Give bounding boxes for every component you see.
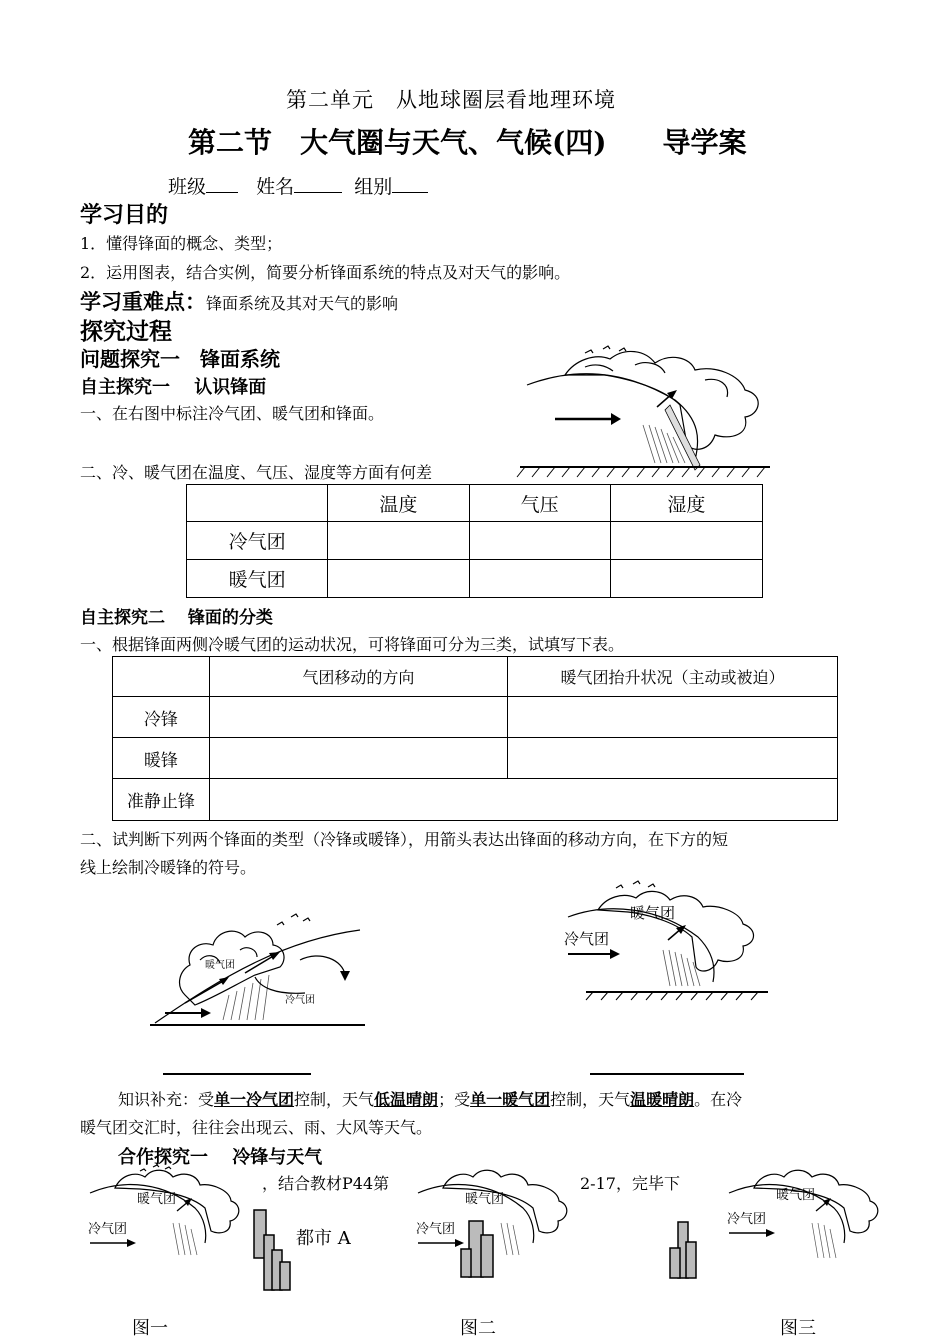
table-row-label: 冷气团 <box>187 522 328 560</box>
cold-mass-label: 冷气团 <box>285 995 315 1006</box>
self-study2-q1: 一、根据锋面两侧冷暖气团的运动状况，可将锋面可分为三类，试填写下表。 <box>80 635 625 654</box>
cold-front-diagram <box>558 882 773 1002</box>
student-info-row <box>168 172 428 199</box>
objectives-heading: 学习目的 <box>80 203 169 228</box>
figure-2-caption: 图二 <box>460 1318 496 1339</box>
self-study1-heading: 自主探究一 认识锋面 <box>80 377 267 398</box>
name-blank[interactable] <box>294 174 342 193</box>
warm-mass-label: 暖气团 <box>630 904 676 922</box>
group-blank[interactable] <box>392 174 428 193</box>
knowledge-prefix: 知识补充：受 <box>118 1090 215 1109</box>
answer-cell[interactable] <box>610 560 762 598</box>
name-label: 姓名 <box>256 176 295 198</box>
warm-mass-label: 暖气团 <box>205 960 235 971</box>
table-row-label: 暖气团 <box>187 560 328 598</box>
key-points-text: 锋面系统及其对天气的影响 <box>206 294 399 313</box>
self-study1-q2: 二、冷、暖气团在温度、气压、湿度等方面有何差 <box>80 463 433 482</box>
class-blank[interactable] <box>206 174 238 193</box>
knowledge-line1 <box>118 1087 742 1110</box>
class-label: 班级 <box>168 176 207 198</box>
answer-cell[interactable] <box>507 697 837 738</box>
table-row <box>113 697 838 738</box>
knowledge-text: 控制，天气 <box>294 1090 375 1109</box>
front-symbol-line-right[interactable] <box>590 1073 744 1075</box>
table-header: 湿度 <box>610 485 762 522</box>
warm-mass-label: 暖气团 <box>776 1188 816 1203</box>
page-title: 第二节 大气圈与天气、气候(四) 导学案 <box>188 126 747 159</box>
table-row-label: 冷锋 <box>113 697 210 738</box>
table-header: 气团移动的方向 <box>209 657 507 697</box>
cold-mass-label: 冷气团 <box>88 1222 128 1237</box>
figure-3-caption: 图三 <box>780 1318 816 1339</box>
self-study2-q2-line1: 二、试判断下列两个锋面的类型（冷锋或暖锋），用箭头表达出锋面的移动方向，在下方的短 <box>80 830 729 849</box>
warm-mass-label: 暖气团 <box>137 1192 177 1207</box>
objective-1: 1．懂得锋面的概念、类型； <box>80 234 283 253</box>
cold-mass-label: 冷气团 <box>416 1222 456 1237</box>
process-heading: 探究过程 <box>80 319 172 345</box>
table-cell <box>187 485 328 522</box>
figure-1-diagram <box>85 1163 245 1281</box>
air-mass-table <box>186 484 763 598</box>
warm-mass-label: 暖气团 <box>465 1192 505 1207</box>
answer-cell[interactable] <box>328 522 469 560</box>
unit-title: 第二单元 从地球圈层看地理环境 <box>286 88 616 112</box>
answer-cell[interactable] <box>209 779 837 821</box>
answer-cell[interactable] <box>328 560 469 598</box>
problem1-heading: 问题探究一 锋面系统 <box>80 347 280 371</box>
answer-cell[interactable] <box>209 738 507 779</box>
knowledge-warm-weather: 温暖晴朗 <box>630 1090 695 1109</box>
front-diagram-top <box>515 345 775 490</box>
answer-cell[interactable] <box>469 560 610 598</box>
knowledge-warm-mass: 单一暖气团 <box>470 1090 551 1109</box>
knowledge-text: ；受 <box>438 1090 471 1109</box>
figure-3-diagram <box>724 1163 884 1281</box>
coop-partial-a: ，结合教材P44第 <box>262 1174 390 1193</box>
warm-front-diagram <box>145 905 370 1035</box>
answer-cell[interactable] <box>610 522 762 560</box>
coop-heading: 合作探究一 冷锋与天气 <box>118 1147 323 1168</box>
figure-1-buildings <box>250 1210 295 1290</box>
group-label: 组别 <box>354 176 393 198</box>
figure-1-caption: 图一 <box>132 1318 168 1339</box>
table-row <box>113 779 838 821</box>
knowledge-line2: 暖气团交汇时，往往会出现云、雨、大风等天气。 <box>80 1118 433 1137</box>
answer-cell[interactable] <box>209 697 507 738</box>
table-row-label: 准静止锋 <box>113 779 210 821</box>
cold-mass-label: 冷气团 <box>564 930 610 948</box>
key-points <box>80 286 398 316</box>
figure-3-buildings <box>668 1222 700 1282</box>
table-row <box>187 522 763 560</box>
front-type-table <box>112 656 838 821</box>
figure-2-diagram <box>413 1163 573 1281</box>
city-a-label: 都市 A <box>296 1228 351 1249</box>
table-header: 气压 <box>469 485 610 522</box>
knowledge-cold-mass: 单一冷气团 <box>214 1090 295 1109</box>
front-symbol-line-left[interactable] <box>163 1073 311 1075</box>
table-cell <box>113 657 210 697</box>
table-row <box>187 560 763 598</box>
coop-partial-b: 2-17，完毕下 <box>580 1174 680 1193</box>
table-header: 暖气团抬升状况（主动或被迫） <box>507 657 837 697</box>
self-study2-q2-line2: 线上绘制冷暖锋的符号。 <box>80 858 257 877</box>
knowledge-cold-weather: 低温晴朗 <box>374 1090 439 1109</box>
objective-2: 2．运用图表，结合实例，简要分析锋面系统的特点及对天气的影响。 <box>80 263 571 282</box>
answer-cell[interactable] <box>507 738 837 779</box>
self-study1-q1: 一、在右图中标注冷气团、暖气团和锋面。 <box>80 404 385 423</box>
table-row <box>113 738 838 779</box>
key-points-label: 学习重难点： <box>80 290 206 314</box>
table-header: 温度 <box>328 485 469 522</box>
self-study2-heading: 自主探究二 锋面的分类 <box>80 608 273 628</box>
knowledge-text: 。在冷 <box>694 1090 743 1109</box>
knowledge-text: 控制，天气 <box>550 1090 631 1109</box>
table-row-label: 暖锋 <box>113 738 210 779</box>
cold-mass-label: 冷气团 <box>727 1212 767 1227</box>
answer-cell[interactable] <box>469 522 610 560</box>
